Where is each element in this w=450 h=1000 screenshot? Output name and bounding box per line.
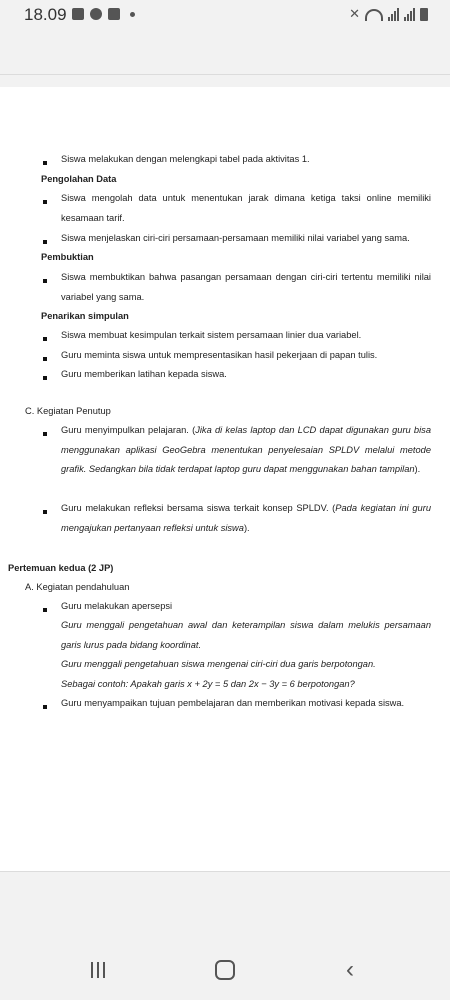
section-c-heading: C. Kegiatan Penutup (25, 406, 111, 416)
list-item: Guru menyimpulkan pelajaran. (Jika di kelas laptop dan LCD dapat digunakan guru bisa menggunakan aplikasi GeoGebra menentukan penyelesaian SPLDV melalui metode grafik. Sedangkan bila tidak terdapat laptop guru dapat menggunakan bahan tampilan). (61, 425, 431, 474)
heading-pembuktian: Pembuktian (41, 252, 94, 262)
facebook-icon (108, 8, 120, 20)
list-item: Siswa membuktikan bahwa pasangan persamaan dengan ciri-ciri tertentu memiliki nilai variabel yang sama. (61, 272, 431, 302)
status-time: 18.09 (24, 5, 67, 24)
list-item: Siswa mengolah data untuk menentukan jarak dimana ketiga taksi online memiliki kesamaan tarif. (61, 193, 431, 223)
page-gap-bottom (0, 871, 450, 944)
section-a-heading: A. Kegiatan pendahuluan (25, 582, 130, 592)
home-icon (215, 960, 235, 980)
back-chevron-icon: ‹ (346, 956, 354, 983)
heading-pengolahan: Pengolahan Data (41, 174, 117, 184)
signal-2-icon (404, 7, 415, 21)
italic-paragraph: Guru menggali pengetahuan awal dan keterampilan siswa dalam melukis persamaan garis lurus pada bidang koordinat. (61, 620, 431, 650)
list-item: Guru melakukan refleksi bersama siswa terkait konsep SPLDV. (Pada kegiatan ini guru mengajukan pertanyaan refleksi untuk siswa). (61, 503, 431, 533)
list-item: Guru memberikan latihan kepada siswa. (61, 369, 227, 379)
battery-icon (420, 8, 428, 21)
signal-1-icon (388, 7, 399, 21)
list-item: Guru melakukan apersepsi (61, 601, 173, 611)
page-gap-top (0, 74, 450, 88)
list-item: Guru meminta siswa untuk mempresentasikan hasil pekerjaan di papan tulis. (61, 350, 378, 360)
list-item: Siswa menjelaskan ciri-ciri persamaan-persamaan memiliki nilai variabel yang sama. (61, 233, 410, 243)
list-item: Guru menyampaikan tujuan pembelajaran dan memberikan motivasi kepada siswa. (61, 698, 405, 708)
back-button[interactable] (330, 955, 370, 985)
navigation-bar (0, 943, 450, 1000)
chrome-icon (90, 8, 102, 20)
italic-paragraph: Sebagai contoh: Apakah garis x + 2y = 5 dan 2x − 3y = 6 berpotongan? (61, 679, 355, 689)
list-item: Siswa membuat kesimpulan terkait sistem persamaan linier dua variabel. (61, 330, 362, 340)
heading-penarikan: Penarikan simpulan (41, 311, 129, 321)
document-page[interactable] (0, 87, 450, 871)
recents-button[interactable] (78, 955, 118, 985)
heading-pertemuan-kedua: Pertemuan kedua (2 JP) (8, 563, 114, 573)
home-button[interactable] (205, 955, 245, 985)
status-bar (0, 0, 450, 30)
italic-paragraph: Guru menggali pengetahuan siswa mengenai ciri-ciri dua garis berpotongan. (61, 659, 376, 669)
wifi-icon (365, 9, 383, 21)
mute-icon: ✕ (349, 6, 360, 21)
more-notifications-dot-icon (130, 12, 135, 17)
gallery-icon (72, 8, 84, 20)
list-item: Siswa melakukan dengan melengkapi tabel pada aktivitas 1. (61, 154, 310, 164)
